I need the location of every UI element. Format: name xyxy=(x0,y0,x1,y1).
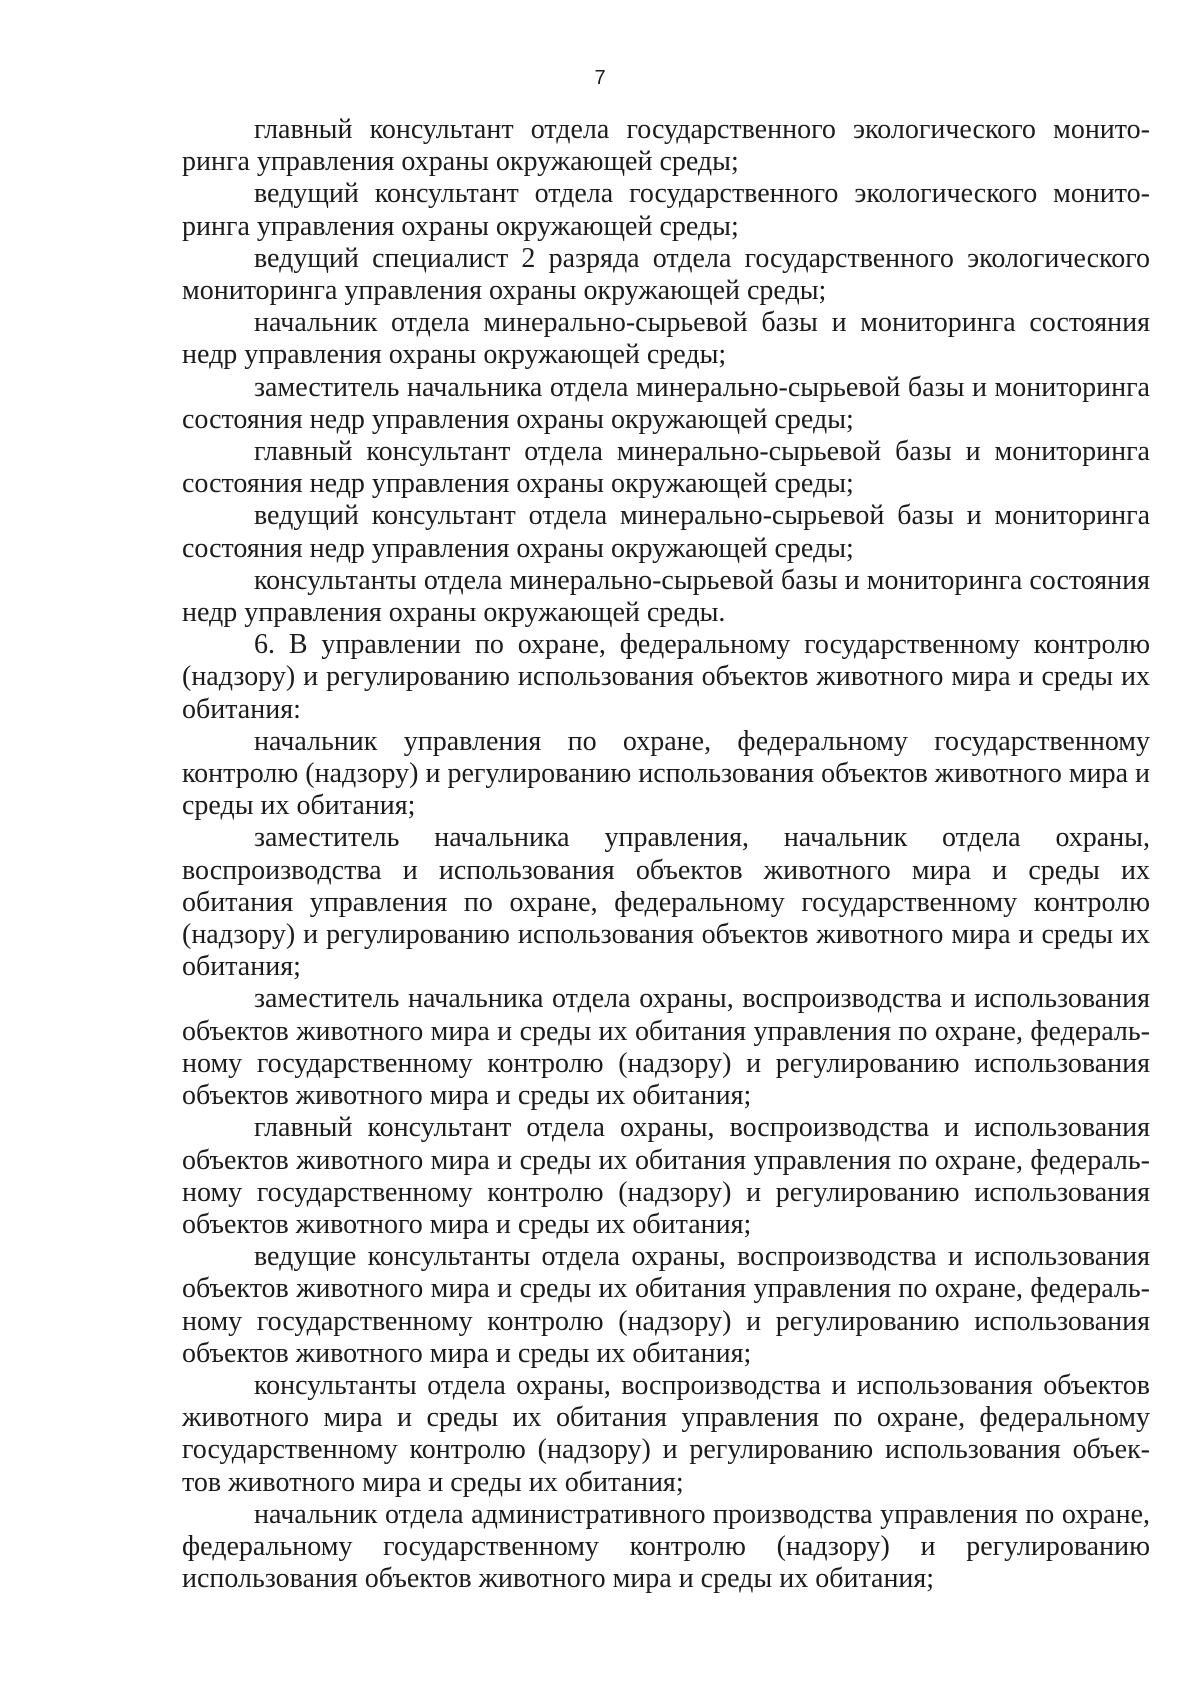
paragraph: главный консультант отдела охраны, воспроизводства и использования объектов животного мира и среды их обитания управления по охране, федеральному государственному контролю (надзору) и регулированию использования объектов животного мира и среды их обитания; xyxy=(182,1112,1150,1240)
paragraph: начальник отдела минерально-сырьевой базы и мониторинга состояния недр управления охраны окружающей среды; xyxy=(182,307,1150,371)
paragraph: заместитель начальника управления, начальник отдела охраны, воспроизводства и использования объектов животного мира и среды их обитания управления по охране, федеральному государственному контролю (надзору) и регулированию использования объектов животного мира и среды их обитания; xyxy=(182,822,1150,983)
document-body xyxy=(182,114,1150,1595)
paragraph: ведущий консультант отдела государственного экологического мониторинга управления охраны окружающей среды; xyxy=(182,178,1150,242)
paragraph: главный консультант отдела государственного экологического мониторинга управления охраны окружающей среды; xyxy=(182,114,1150,178)
paragraph: консультанты отдела минерально-сырьевой базы и мониторинга состояния недр управления охраны окружающей среды. xyxy=(182,564,1150,629)
paragraph: ведущий консультант отдела минерально-сырьевой базы и мониторинга состояния недр управления охраны окружающей среды; xyxy=(182,500,1150,564)
paragraph: начальник отдела административного производства управления по охране, федеральному государственному контролю (надзору) и регулированию использования объектов животного мира и среды их обитания; xyxy=(182,1498,1150,1595)
page-number: 7 xyxy=(594,67,606,89)
paragraph: главный консультант отдела минерально-сырьевой базы и мониторинга состояния недр управления охраны окружающей среды; xyxy=(182,436,1150,500)
section-heading-paragraph: 6. В управлении по охране, федеральному государственному контролю (надзору) и регулированию использования объектов животного мира и среды их обитания: xyxy=(182,629,1150,725)
paragraph: ведущие консультанты отдела охраны, воспроизводства и использования объектов животного мира и среды их обитания управления по охране, федеральному государственному контролю (надзору) и регулированию использования объектов животного мира и среды их обитания; xyxy=(182,1241,1150,1369)
paragraph: заместитель начальника отдела охраны, воспроизводства и использования объектов животного мира и среды их обитания управления по охране, федеральному государственному контролю (надзору) и регулированию использования объектов животного мира и среды их обитания; xyxy=(182,983,1150,1112)
paragraph: начальник управления по охране, федеральному государственному контролю (надзору) и регулированию использования объектов животного мира и среды их обитания; xyxy=(182,725,1150,822)
paragraph: ведущий специалист 2 разряда отдела государственного экологического мониторинга управления охраны окружающей среды; xyxy=(182,242,1150,307)
paragraph: консультанты отдела охраны, воспроизводства и использования объектов животного мира и среды их обитания управления по охране, федеральному государственному контролю (надзору) и регулированию использования объектов животного мира и среды их обитания; xyxy=(182,1369,1150,1498)
paragraph: заместитель начальника отдела минерально-сырьевой базы и мониторинга состояния недр управления охраны окружающей среды; xyxy=(182,371,1150,435)
